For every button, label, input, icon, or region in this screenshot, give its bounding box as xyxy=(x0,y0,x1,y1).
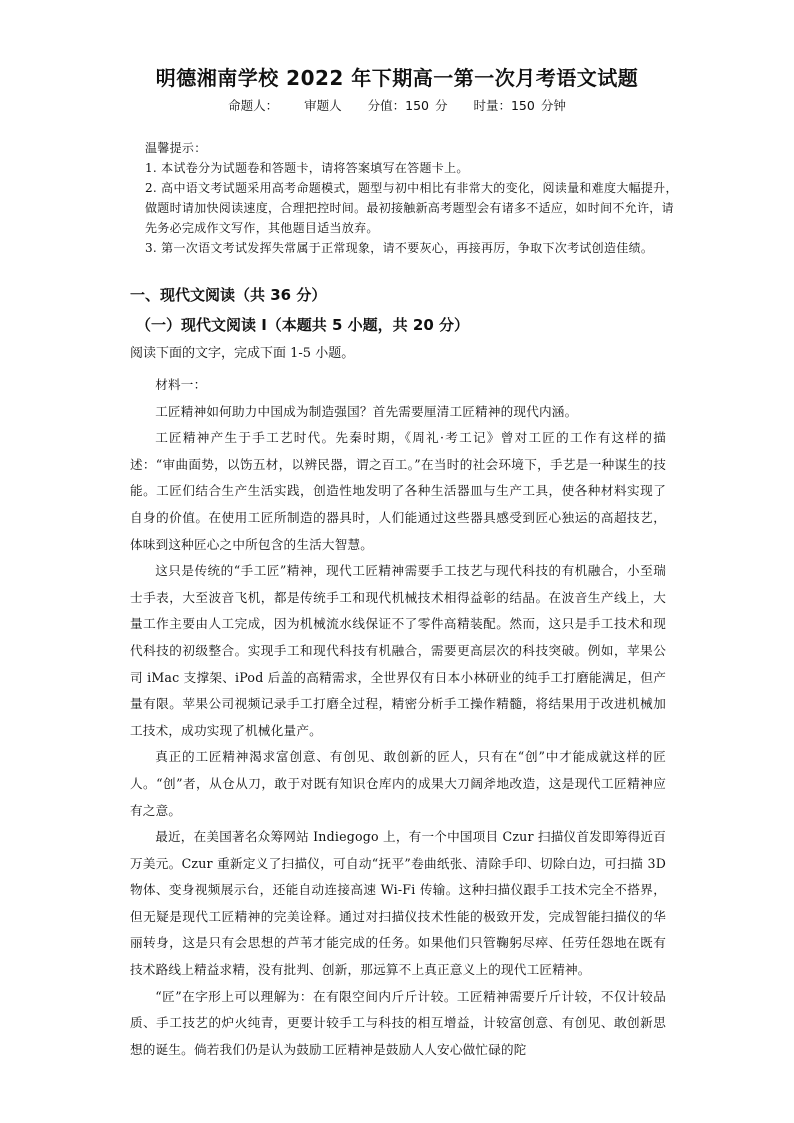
tip-item: 3. 第一次语文考试发挥失常属于正常现象，请不要灰心，再接再厉，争取下次考试创造佳绩。 xyxy=(145,241,654,255)
passage xyxy=(130,372,666,1063)
section-heading: 一、现代文阅读（共 36 分） xyxy=(130,286,327,304)
setter-label: 命题人： xyxy=(228,98,279,113)
passage-paragraph: 最近，在美国著名众筹网站 Indiegogo 上，有一个中国项目 Czur 扫描仪首发即筹得近百万美元。Czur 重新定义了扫描仪，可自动“抚平”卷曲纸张、清除手印、切除白边，可扫描 3D 物体、变身视频展示台，还能自动连接高速 Wi-Fi 传输。这种扫描仪跟手工技术完全不搭界，但无疑是现代工匠精神的完美诠释。通过对扫描仪技术性能的极致开发，完成智能扫描仪的华丽转身，这是只有会思想的芦苇才能完成的任务。如果他们只管鞠躬尽瘁、任劳任怨地在既有技术路线上精益求精，没有批判、创新，那远算不上真正意义上的现代工匠精神。 xyxy=(130,829,666,978)
exam-meta xyxy=(0,96,794,114)
passage-paragraph: “匠”在字形上可以理解为：在有限空间内斤斤计较。工匠精神需要斤斤计较，不仅计较品质、手工技艺的炉火纯青，更要计较手工与科技的相互增益，计较富创意、有创见、敢创新思想的诞生。倘若我们仍是认为鼓励工匠精神是鼓励人人安心做忙碌的陀 xyxy=(130,988,666,1057)
time-label: 时量：150 分钟 xyxy=(473,98,566,113)
score-label: 分值：150 分 xyxy=(367,98,448,113)
passage-paragraph: 真正的工匠精神渴求富创意、有创见、敢创新的匠人，只有在“创”中才能成就这样的匠人。“创”者，从仓从刀，敢于对既有知识仓库内的成果大刀阔斧地改造，这是现代工匠精神应有之意。 xyxy=(130,749,666,818)
material-label: 材料一： xyxy=(155,377,207,392)
tips-heading: 温馨提示： xyxy=(145,141,207,155)
passage-paragraph: 工匠精神如何助力中国成为制造强国？首先需要厘清工匠精神的现代内涵。 xyxy=(155,403,578,419)
reading-instruction: 阅读下面的文字，完成下面 1-5 小题。 xyxy=(130,346,355,361)
page-title: 明德湘南学校 2022 年下期高一第一次月考语文试题 xyxy=(155,66,639,90)
reviewer-label: 审题人 xyxy=(304,98,342,113)
tip-item: 2. 高中语文考试题采用高考命题模式，题型与初中相比有非常大的变化，阅读量和难度大幅提升，做题时请加快阅读速度，合理把控时间。最初接触新高考题型会有诸多不适应，如时间不允许，请先务必完成作文写作，其他题目适当放弃。 xyxy=(145,181,678,235)
subsection-heading: （一）现代文阅读 I（本题共 5 小题，共 20 分） xyxy=(136,316,470,334)
tip-item: 1. 本试卷分为试题卷和答题卡，请将答案填写在答题卡上。 xyxy=(145,161,469,175)
passage-paragraph: 工匠精神产生于手工艺时代。先秦时期，《周礼·考工记》曾对工匠的工作有这样的描述：“审曲面势，以饬五材，以辨民器，谓之百工。”在当时的社会环境下，手艺是一种谋生的技能。工匠们结合生产生活实践，创造性地发明了各种生活器皿与生产工具，使各种材料实现了自身的价值。在使用工匠所制造的器具时，人们能通过这些器具感受到匠心独运的高超技艺，体味到这种匠心之中所包含的生活大智慧。 xyxy=(130,430,666,552)
tips-box xyxy=(145,138,685,258)
passage-paragraph: 这只是传统的“手工匠”精神，现代工匠精神需要手工技艺与现代科技的有机融合，小至瑞士手表，大至波音飞机，都是传统手工和现代机械技术相得益彰的结晶。在波音生产线上，大量工作主要由人工完成，因为机械流水线保证不了零件高精装配。然而，这只是手工技术和现代科技的初级整合。实现手工和现代科技有机融合，需要更高层次的科技突破。例如，苹果公司 iMac 支撑架、iPod 后盖的高精需求，全世界仅有日本小林研业的纯手工打磨能满足，但产量有限。苹果公司视频记录手工打磨全过程，精密分析手工操作精髓，将结果用于改进机械加工技术，成功实现了机械化量产。 xyxy=(130,563,666,738)
